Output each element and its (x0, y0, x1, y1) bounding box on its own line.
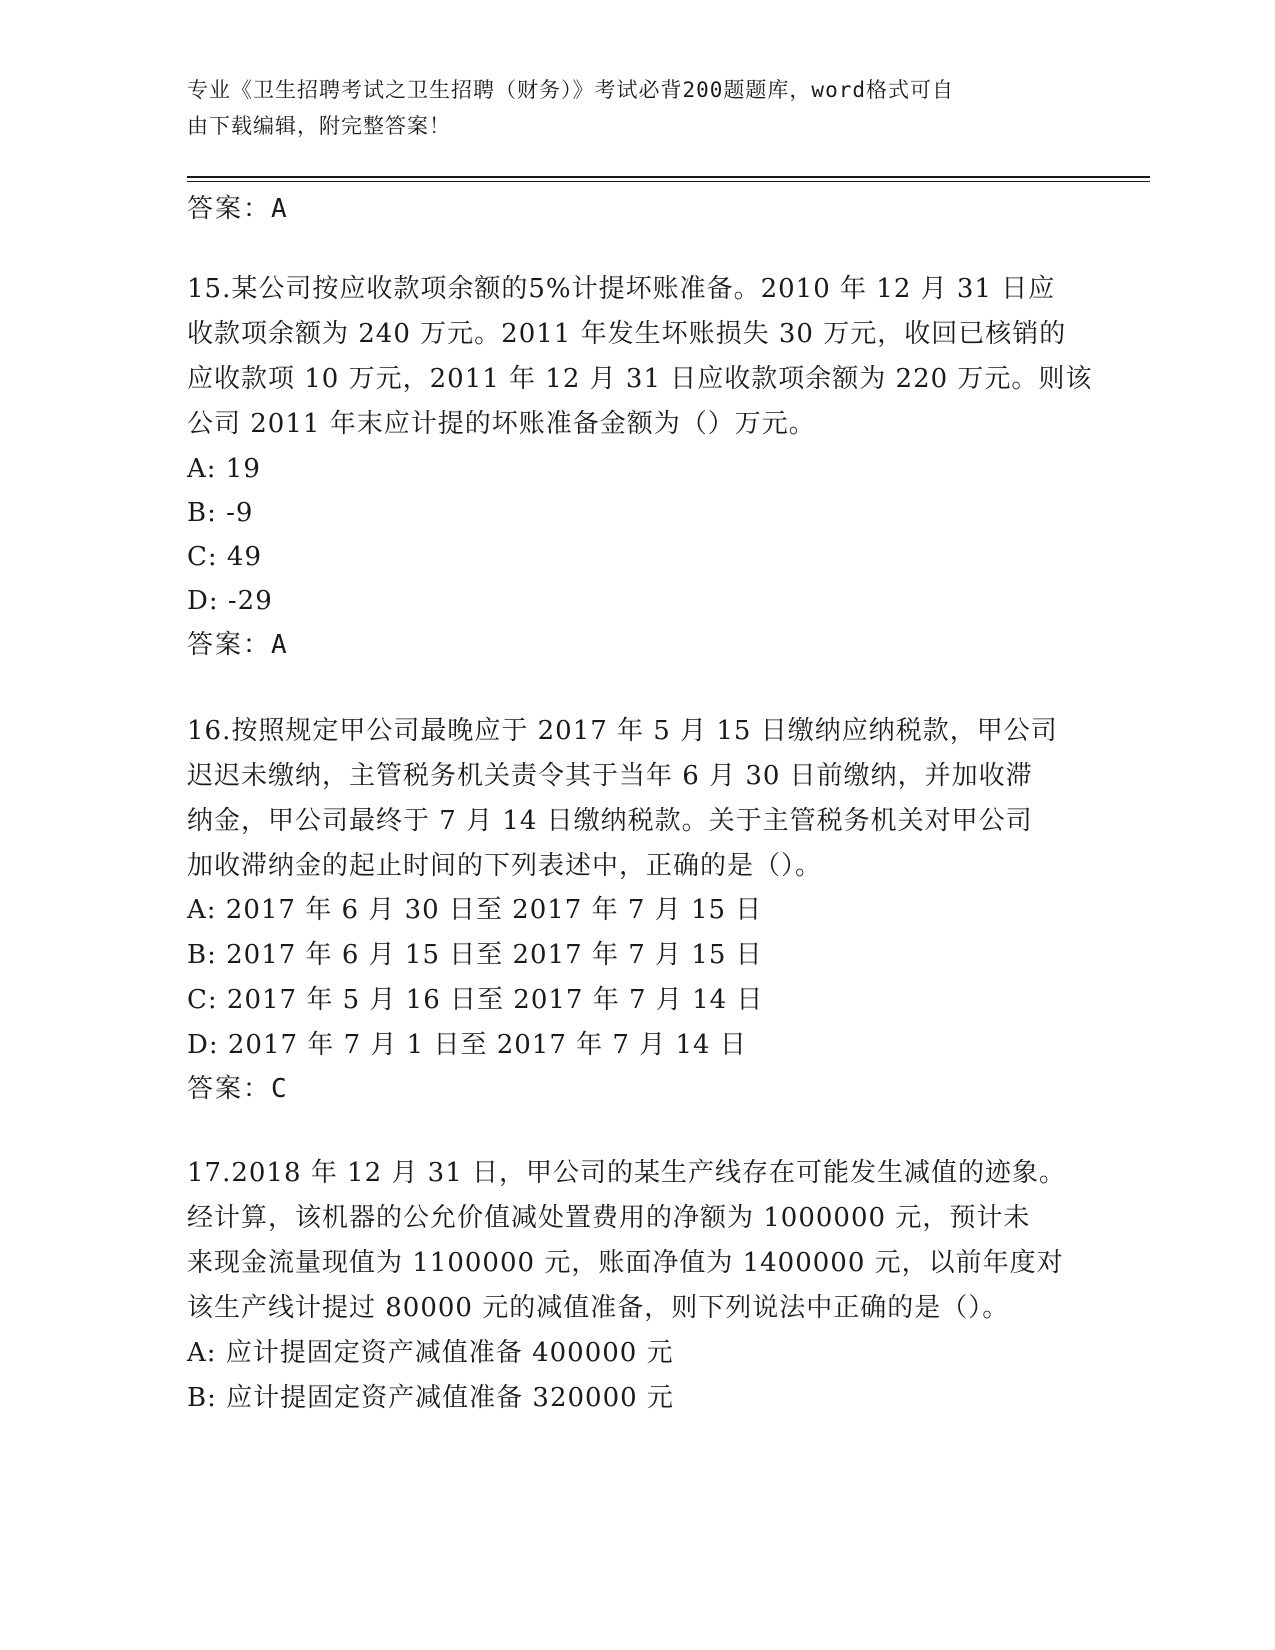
question-text-line: 应收款项 10 万元，2011 年 12 月 31 日应收款项余额为 220 万元。则该 (187, 364, 1093, 394)
answer-value: A (271, 630, 289, 660)
question-text-line: 收款项余额为 240 万元。2011 年发生坏账损失 30 万元，收回已核销的 (187, 319, 1067, 349)
answer-label: 答案： (187, 1074, 272, 1104)
document-header (187, 72, 1067, 144)
option-d: D: 2017 年 7 月 1 日至 2017 年 7 月 14 日 (187, 1030, 747, 1060)
answer-line (187, 1066, 289, 1112)
answer-line-top (187, 186, 289, 232)
option-c: C: 49 (187, 542, 263, 572)
question-text-line: 该生产线计提过 80000 元的减值准备，则下列说法中正确的是（）。 (187, 1293, 1010, 1323)
question-text-line: 加收滞纳金的起止时间的下列表述中，正确的是（）。 (187, 851, 823, 881)
question-text-line: 迟迟未缴纳，主管税务机关责令其于当年 6 月 30 日前缴纳，并加收滞 (187, 761, 1033, 791)
option-d: D: -29 (187, 586, 273, 616)
question-text-line: 公司 2011 年末应计提的坏账准备金额为（）万元。 (187, 409, 816, 439)
question-text-line: 17.2018 年 12 月 31 日，甲公司的某生产线存在可能发生减值的迹象。 (187, 1158, 1067, 1188)
answer-label: 答案： (187, 194, 272, 224)
question-text-line: 15.某公司按应收款项余额的5%计提坏账准备。2010 年 12 月 31 日应 (187, 274, 1056, 304)
header-divider-thin (187, 181, 1150, 182)
option-b: B: 应计提固定资产减值准备 320000 元 (187, 1383, 674, 1413)
option-b: B: -9 (187, 498, 254, 528)
question-text-line: 16.按照规定甲公司最晚应于 2017 年 5 月 15 日缴纳应纳税款，甲公司 (187, 716, 1058, 746)
answer-value: C (271, 1074, 289, 1104)
header-line-1: 专业《卫生招聘考试之卫生招聘（财务）》考试必背200题题库，word格式可自 (187, 78, 954, 102)
option-b: B: 2017 年 6 月 15 日至 2017 年 7 月 15 日 (187, 940, 763, 970)
option-a: A: 19 (187, 454, 261, 484)
option-a: A: 应计提固定资产减值准备 400000 元 (187, 1338, 674, 1368)
question-text-line: 经计算，该机器的公允价值减处置费用的净额为 1000000 元，预计未 (187, 1203, 1031, 1233)
question-text-line: 来现金流量现值为 1100000 元，账面净值为 1400000 元，以前年度对 (187, 1248, 1064, 1278)
header-divider-thick (187, 176, 1150, 178)
answer-line (187, 622, 289, 668)
answer-value: A (271, 194, 289, 224)
answer-label: 答案： (187, 630, 272, 660)
option-a: A: 2017 年 6 月 30 日至 2017 年 7 月 15 日 (187, 895, 763, 925)
header-line-2: 由下载编辑，附完整答案！ (187, 114, 451, 138)
question-text-line: 纳金，甲公司最终于 7 月 14 日缴纳税款。关于主管税务机关对甲公司 (187, 806, 1033, 836)
option-c: C: 2017 年 5 月 16 日至 2017 年 7 月 14 日 (187, 985, 764, 1015)
